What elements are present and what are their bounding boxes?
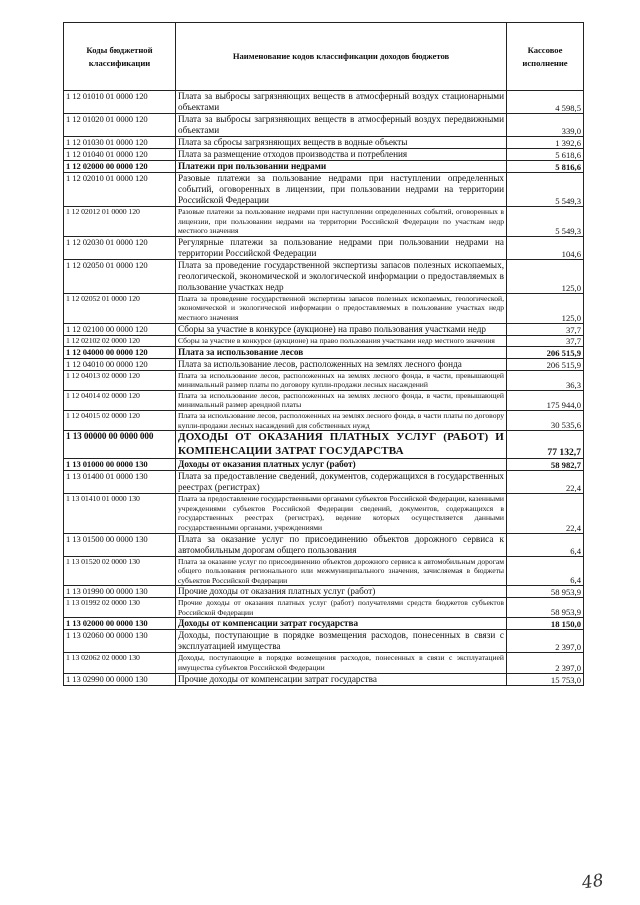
name-cell: Прочие доходы от оказания платных услуг (работ) получателями средств бюджетов субъектов Российской Федерации <box>176 598 507 618</box>
name-cell: Плата за проведение государственной экспертизы запасов полезных ископаемых, геологической, экономической и экологической информации о предоставляемых в пользование участках недр <box>176 259 507 293</box>
table-row <box>64 390 584 410</box>
table-row <box>64 358 584 370</box>
table-row <box>64 346 584 358</box>
name-cell: Плата за использование лесов, расположенных на землях лесного фонда, в части, превышающей минимальный размер платы по договору купли-продажи лесных насаждений <box>176 370 507 390</box>
table-row <box>64 630 584 653</box>
table-body <box>64 91 584 686</box>
table-row <box>64 370 584 390</box>
amount-cell: 22,4 <box>507 494 584 533</box>
table-row <box>64 293 584 323</box>
name-cell: Сборы за участие в конкурсе (аукционе) на право пользования участками недр <box>176 323 507 335</box>
amount-cell: 58 953,9 <box>507 598 584 618</box>
name-cell: Платежи при пользовании недрами <box>176 161 507 173</box>
amount-cell: 15 753,0 <box>507 673 584 685</box>
table-row <box>64 149 584 161</box>
name-cell: ДОХОДЫ ОТ ОКАЗАНИЯ ПЛАТНЫХ УСЛУГ (РАБОТ) И КОМПЕНСАЦИИ ЗАТРАТ ГОСУДАРСТВА <box>176 431 507 459</box>
name-cell: Доходы, поступающие в порядке возмещения расходов, понесенных в связи с эксплуатацией имущества <box>176 630 507 653</box>
table-row <box>64 431 584 459</box>
name-cell: Плата за сбросы загрязняющих веществ в водные объекты <box>176 137 507 149</box>
table-row <box>64 114 584 137</box>
amount-cell: 2 397,0 <box>507 630 584 653</box>
code-cell: 1 13 01992 02 0000 130 <box>64 598 176 618</box>
table-row <box>64 653 584 673</box>
table-row <box>64 618 584 630</box>
amount-cell: 30 535,6 <box>507 410 584 430</box>
table-row <box>64 173 584 207</box>
code-cell: 1 13 01500 00 0000 130 <box>64 533 176 556</box>
amount-cell: 5 549,3 <box>507 173 584 207</box>
code-cell: 1 13 01520 02 0000 130 <box>64 556 176 586</box>
amount-cell: 5 816,6 <box>507 161 584 173</box>
code-cell: 1 12 04013 02 0000 120 <box>64 370 176 390</box>
amount-cell: 2 397,0 <box>507 653 584 673</box>
page-number: 48 <box>580 870 605 894</box>
name-cell: Сборы за участие в конкурсе (аукционе) на право пользования участками недр местного значения <box>176 335 507 346</box>
name-cell: Прочие доходы от оказания платных услуг (работ) <box>176 586 507 598</box>
code-cell: 1 12 04000 00 0000 120 <box>64 346 176 358</box>
name-cell: Плата за использование лесов, расположенных на землях лесного фонда, в части, превышающей минимальный размер арендной платы <box>176 390 507 410</box>
code-cell: 1 13 02062 02 0000 130 <box>64 653 176 673</box>
name-cell: Разовые платежи за пользование недрами при наступлении определенных событий, оговоренных в лицензии, при пользовании недрами на территории Российской Федерации <box>176 173 507 207</box>
name-cell: Плата за выбросы загрязняющих веществ в атмосферный воздух стационарными объектами <box>176 91 507 114</box>
code-cell: 1 12 02052 01 0000 120 <box>64 293 176 323</box>
table-row <box>64 556 584 586</box>
code-cell: 1 12 02010 01 0000 120 <box>64 173 176 207</box>
table-row <box>64 673 584 685</box>
code-cell: 1 13 01400 01 0000 130 <box>64 471 176 494</box>
code-cell: 1 12 02050 01 0000 120 <box>64 259 176 293</box>
code-cell: 1 12 01030 01 0000 120 <box>64 137 176 149</box>
amount-cell: 5 549,3 <box>507 207 584 237</box>
table-row <box>64 598 584 618</box>
code-cell: 1 12 01020 01 0000 120 <box>64 114 176 137</box>
name-cell: Плата за выбросы загрязняющих веществ в атмосферный воздух передвижными объектами <box>176 114 507 137</box>
table-row <box>64 137 584 149</box>
amount-cell: 339,0 <box>507 114 584 137</box>
amount-cell: 22,4 <box>507 471 584 494</box>
table-row <box>64 335 584 346</box>
amount-cell: 6,4 <box>507 556 584 586</box>
name-cell: Плата за размещение отходов производства и потребления <box>176 149 507 161</box>
table-row <box>64 323 584 335</box>
name-cell: Плата за оказание услуг по присоединению объектов дорожного сервиса к автомобильным дорогам общего пользования <box>176 533 507 556</box>
amount-cell: 104,6 <box>507 236 584 259</box>
amount-cell: 206 515,9 <box>507 358 584 370</box>
table-row <box>64 533 584 556</box>
table-row <box>64 207 584 237</box>
name-cell: Плата за проведение государственной экспертизы запасов полезных ископаемых, геологической, экономической и экологической информации о предоставляемых в пользование участках недр местного значения <box>176 293 507 323</box>
code-cell: 1 12 02000 00 0000 120 <box>64 161 176 173</box>
table-row <box>64 91 584 114</box>
amount-cell: 18 150,0 <box>507 618 584 630</box>
table-row <box>64 236 584 259</box>
name-cell: Плата за предоставление сведений, документов, содержащихся в государственных реестрах (регистрах) <box>176 471 507 494</box>
code-cell: 1 13 00000 00 0000 000 <box>64 431 176 459</box>
name-cell: Плата за оказание услуг по присоединению объектов дорожного сервиса к автомобильным дорогам общего пользования регионального или межмуниципального значения, зачисляемая в бюджеты субъектов Российской Федерации <box>176 556 507 586</box>
name-cell: Регулярные платежи за пользование недрами при пользовании недрами на территории Российской Федерации <box>176 236 507 259</box>
table-row <box>64 161 584 173</box>
amount-cell: 175 944,0 <box>507 390 584 410</box>
name-cell: Плата за использование лесов, расположенных на землях лесного фонда <box>176 358 507 370</box>
code-cell: 1 13 02000 00 0000 130 <box>64 618 176 630</box>
amount-cell: 58 953,9 <box>507 586 584 598</box>
amount-cell: 125,0 <box>507 293 584 323</box>
name-cell: Плата за использование лесов, расположенных на землях лесного фонда, в части платы по договору купли-продажи лесных насаждений для собственных нужд <box>176 410 507 430</box>
table-row <box>64 586 584 598</box>
name-cell: Доходы, поступающие в порядке возмещения расходов, понесенных в связи с эксплуатацией имущества субъектов Российской Федерации <box>176 653 507 673</box>
table-row <box>64 259 584 293</box>
amount-cell: 37,7 <box>507 323 584 335</box>
name-cell: Прочие доходы от компенсации затрат государства <box>176 673 507 685</box>
header-name: Наименование кодов классификации доходов бюджетов <box>176 23 507 91</box>
table-row <box>64 494 584 533</box>
code-cell: 1 12 02012 01 0000 120 <box>64 207 176 237</box>
code-cell: 1 12 04015 02 0000 120 <box>64 410 176 430</box>
header-execution: Кассовое исполнение <box>507 23 584 91</box>
revenue-table <box>63 22 584 686</box>
name-cell: Разовые платежи за пользование недрами при наступлении определенных событий, оговоренных в лицензии, при пользовании недрами на территории Российской Федерации по участкам недр местного значения <box>176 207 507 237</box>
code-cell: 1 12 02102 02 0000 120 <box>64 335 176 346</box>
document-page <box>63 22 583 686</box>
table-row <box>64 410 584 430</box>
header-codes: Коды бюджетной классификации <box>64 23 176 91</box>
code-cell: 1 12 01010 01 0000 120 <box>64 91 176 114</box>
code-cell: 1 12 02030 01 0000 120 <box>64 236 176 259</box>
amount-cell: 1 392,6 <box>507 137 584 149</box>
table-row <box>64 459 584 471</box>
amount-cell: 6,4 <box>507 533 584 556</box>
amount-cell: 125,0 <box>507 259 584 293</box>
code-cell: 1 12 04014 02 0000 120 <box>64 390 176 410</box>
code-cell: 1 13 01990 00 0000 130 <box>64 586 176 598</box>
table-header-row <box>64 23 584 91</box>
code-cell: 1 13 01410 01 0000 130 <box>64 494 176 533</box>
amount-cell: 206 515,9 <box>507 346 584 358</box>
code-cell: 1 13 02990 00 0000 130 <box>64 673 176 685</box>
code-cell: 1 12 01040 01 0000 120 <box>64 149 176 161</box>
amount-cell: 5 618,6 <box>507 149 584 161</box>
name-cell: Плата за использование лесов <box>176 346 507 358</box>
amount-cell: 58 982,7 <box>507 459 584 471</box>
table-row <box>64 471 584 494</box>
code-cell: 1 12 04010 00 0000 120 <box>64 358 176 370</box>
code-cell: 1 12 02100 00 0000 120 <box>64 323 176 335</box>
amount-cell: 77 132,7 <box>507 431 584 459</box>
name-cell: Плата за предоставление государственными органами субъектов Российской Федерации, казенными учреждениями субъектов Российской Федерации сведений, документов, содержащихся в государственных реестрах (регистрах), ведение которых осуществляется данными государственными органами, учреждениями <box>176 494 507 533</box>
code-cell: 1 13 02060 00 0000 130 <box>64 630 176 653</box>
amount-cell: 4 598,5 <box>507 91 584 114</box>
amount-cell: 37,7 <box>507 335 584 346</box>
name-cell: Доходы от компенсации затрат государства <box>176 618 507 630</box>
amount-cell: 36,3 <box>507 370 584 390</box>
name-cell: Доходы от оказания платных услуг (работ) <box>176 459 507 471</box>
code-cell: 1 13 01000 00 0000 130 <box>64 459 176 471</box>
